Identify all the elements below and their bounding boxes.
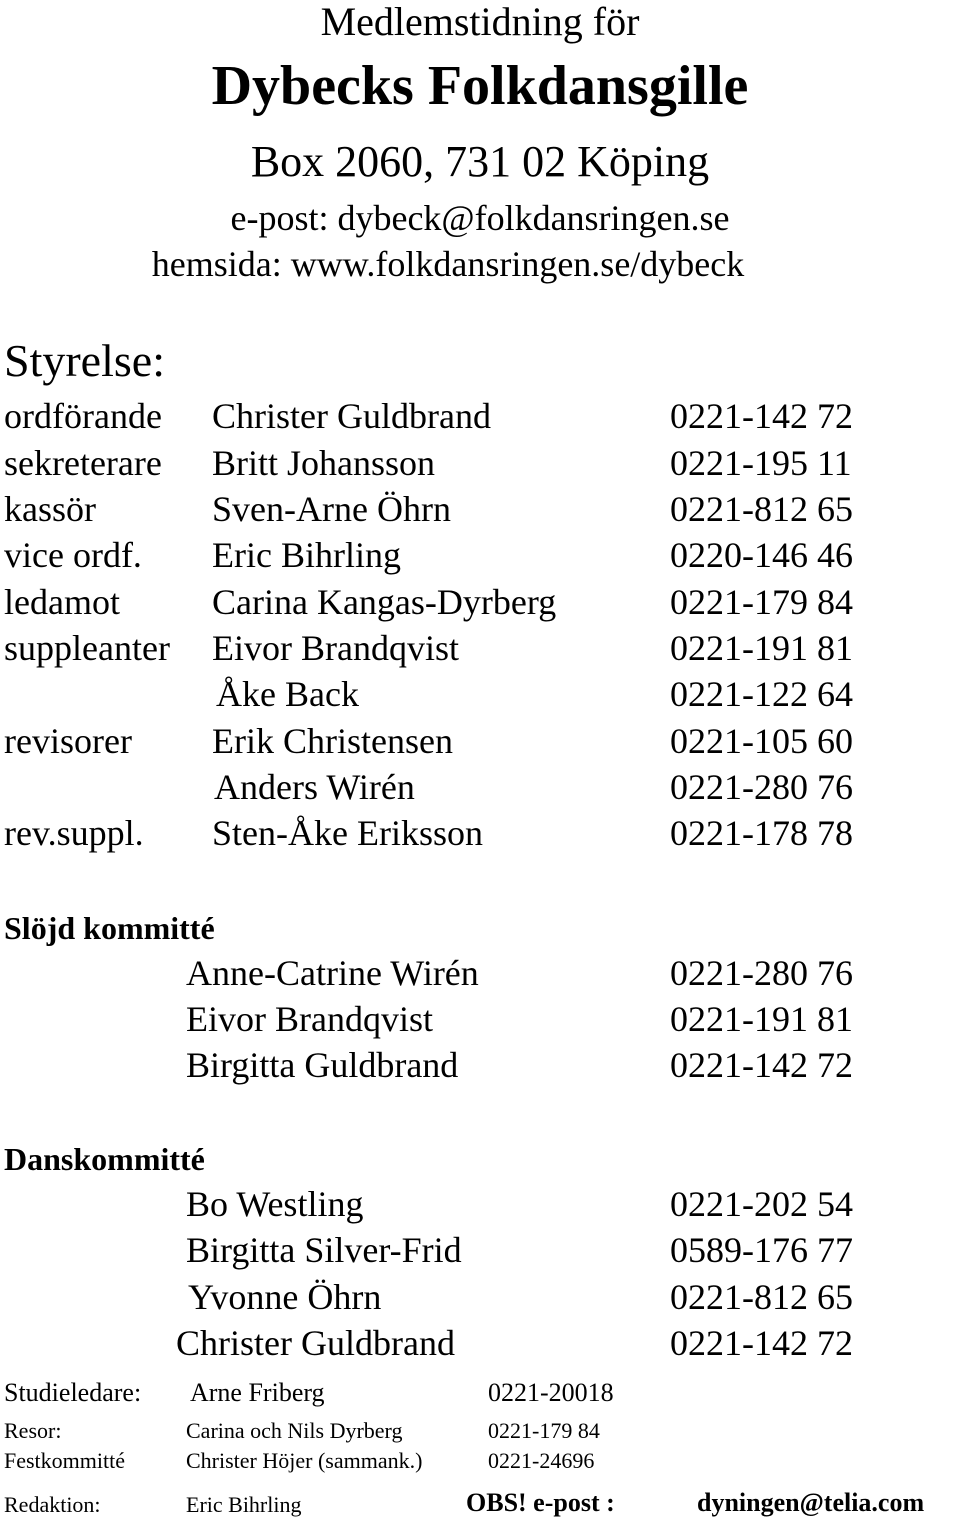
committee-row (0, 1325, 960, 1371)
board-phone: 0221-142 72 (670, 396, 853, 436)
redaktion-label: Redaktion: (4, 1492, 101, 1517)
board-row (0, 445, 960, 491)
board-name: Eivor Brandqvist (212, 628, 459, 668)
member-phone: 0221-142 72 (670, 1323, 853, 1363)
board-role: kassör (4, 489, 96, 529)
studieledare-label: Studieledare: (4, 1378, 142, 1407)
board-name: Christer Guldbrand (212, 396, 491, 436)
board-name: Anders Wirén (214, 767, 415, 807)
board-phone: 0220-146 46 (670, 535, 853, 575)
board-row (0, 769, 960, 815)
committee-row (0, 1232, 960, 1278)
member-name: Yvonne Öhrn (188, 1277, 382, 1317)
committee-row (0, 1047, 960, 1093)
dans-heading: Danskommitté (4, 1141, 205, 1177)
board-phone: 0221-122 64 (670, 674, 853, 714)
member-phone: 0589-176 77 (670, 1230, 853, 1270)
board-row (0, 630, 960, 676)
board-role: sekreterare (4, 443, 162, 483)
member-name: Birgitta Guldbrand (186, 1045, 459, 1085)
committee-row (0, 1001, 960, 1047)
board-phone: 0221-812 65 (670, 489, 853, 529)
board-name: Sten-Åke Eriksson (212, 813, 483, 853)
board-name: Britt Johansson (212, 443, 436, 483)
header-subtitle: Medlemstidning för (320, 0, 640, 44)
board-phone: 0221-191 81 (670, 628, 853, 668)
styrelse-heading: Styrelse: (4, 335, 165, 386)
board-row (0, 491, 960, 537)
board-row (0, 723, 960, 769)
member-name: Anne-Catrine Wirén (186, 953, 479, 993)
club-name: Dybecks Folkdansgille (211, 55, 749, 117)
board-name: Eric Bihrling (212, 535, 401, 575)
board-role: ordförande (4, 396, 162, 436)
board-row (0, 537, 960, 583)
studieledare-name: Arne Friberg (190, 1378, 325, 1407)
committee-row (0, 1186, 960, 1232)
board-row (0, 815, 960, 861)
board-name: Sven-Arne Öhrn (212, 489, 451, 529)
board-role: revisorer (4, 721, 132, 761)
member-name: Eivor Brandqvist (186, 999, 433, 1039)
studieledare-phone: 0221-20018 (488, 1378, 614, 1407)
board-role: ledamot (4, 582, 120, 622)
board-role: suppleanter (4, 628, 170, 668)
committee-row (0, 1279, 960, 1325)
member-phone: 0221-812 65 (670, 1277, 853, 1317)
board-phone: 0221-178 78 (670, 813, 853, 853)
resor-label: Resor: (4, 1418, 62, 1443)
member-phone: 0221-202 54 (670, 1184, 853, 1224)
member-phone: 0221-142 72 (670, 1045, 853, 1085)
board-phone: 0221-179 84 (670, 582, 853, 622)
fest-label: Festkommitté (4, 1448, 125, 1473)
slojd-heading: Slöjd kommitté (4, 910, 215, 946)
member-phone: 0221-280 76 (670, 953, 853, 993)
board-name: Carina Kangas-Dyrberg (212, 582, 557, 622)
board-role: vice ordf. (4, 535, 142, 575)
board-row (0, 398, 960, 444)
postal-address: Box 2060, 731 02 Köping (250, 137, 710, 186)
redaktion-email: dyningen@telia.com (697, 1488, 925, 1517)
committee-row (0, 955, 960, 1001)
board-phone: 0221-280 76 (670, 767, 853, 807)
board-row (0, 676, 960, 722)
member-phone: 0221-191 81 (670, 999, 853, 1039)
member-name: Birgitta Silver-Frid (186, 1230, 462, 1270)
board-phone: 0221-195 11 (670, 443, 852, 483)
board-name: Åke Back (216, 674, 359, 714)
board-phone: 0221-105 60 (670, 721, 853, 761)
redaktion-name: Eric Bihrling (186, 1492, 302, 1517)
website-line: hemsida: www.folkdansringen.se/dybeck (151, 244, 745, 284)
email-line: e-post: dybeck@folkdansringen.se (230, 198, 730, 238)
obs-note: OBS! e-post : (466, 1488, 615, 1517)
resor-name: Carina och Nils Dyrberg (186, 1418, 403, 1443)
board-name: Erik Christensen (212, 721, 453, 761)
fest-phone: 0221-24696 (488, 1448, 595, 1473)
board-row (0, 584, 960, 630)
fest-name: Christer Höjer (sammank.) (186, 1448, 423, 1473)
member-name: Christer Guldbrand (176, 1323, 455, 1363)
resor-phone: 0221-179 84 (488, 1418, 600, 1443)
board-role: rev.suppl. (4, 813, 144, 853)
member-name: Bo Westling (186, 1184, 364, 1224)
